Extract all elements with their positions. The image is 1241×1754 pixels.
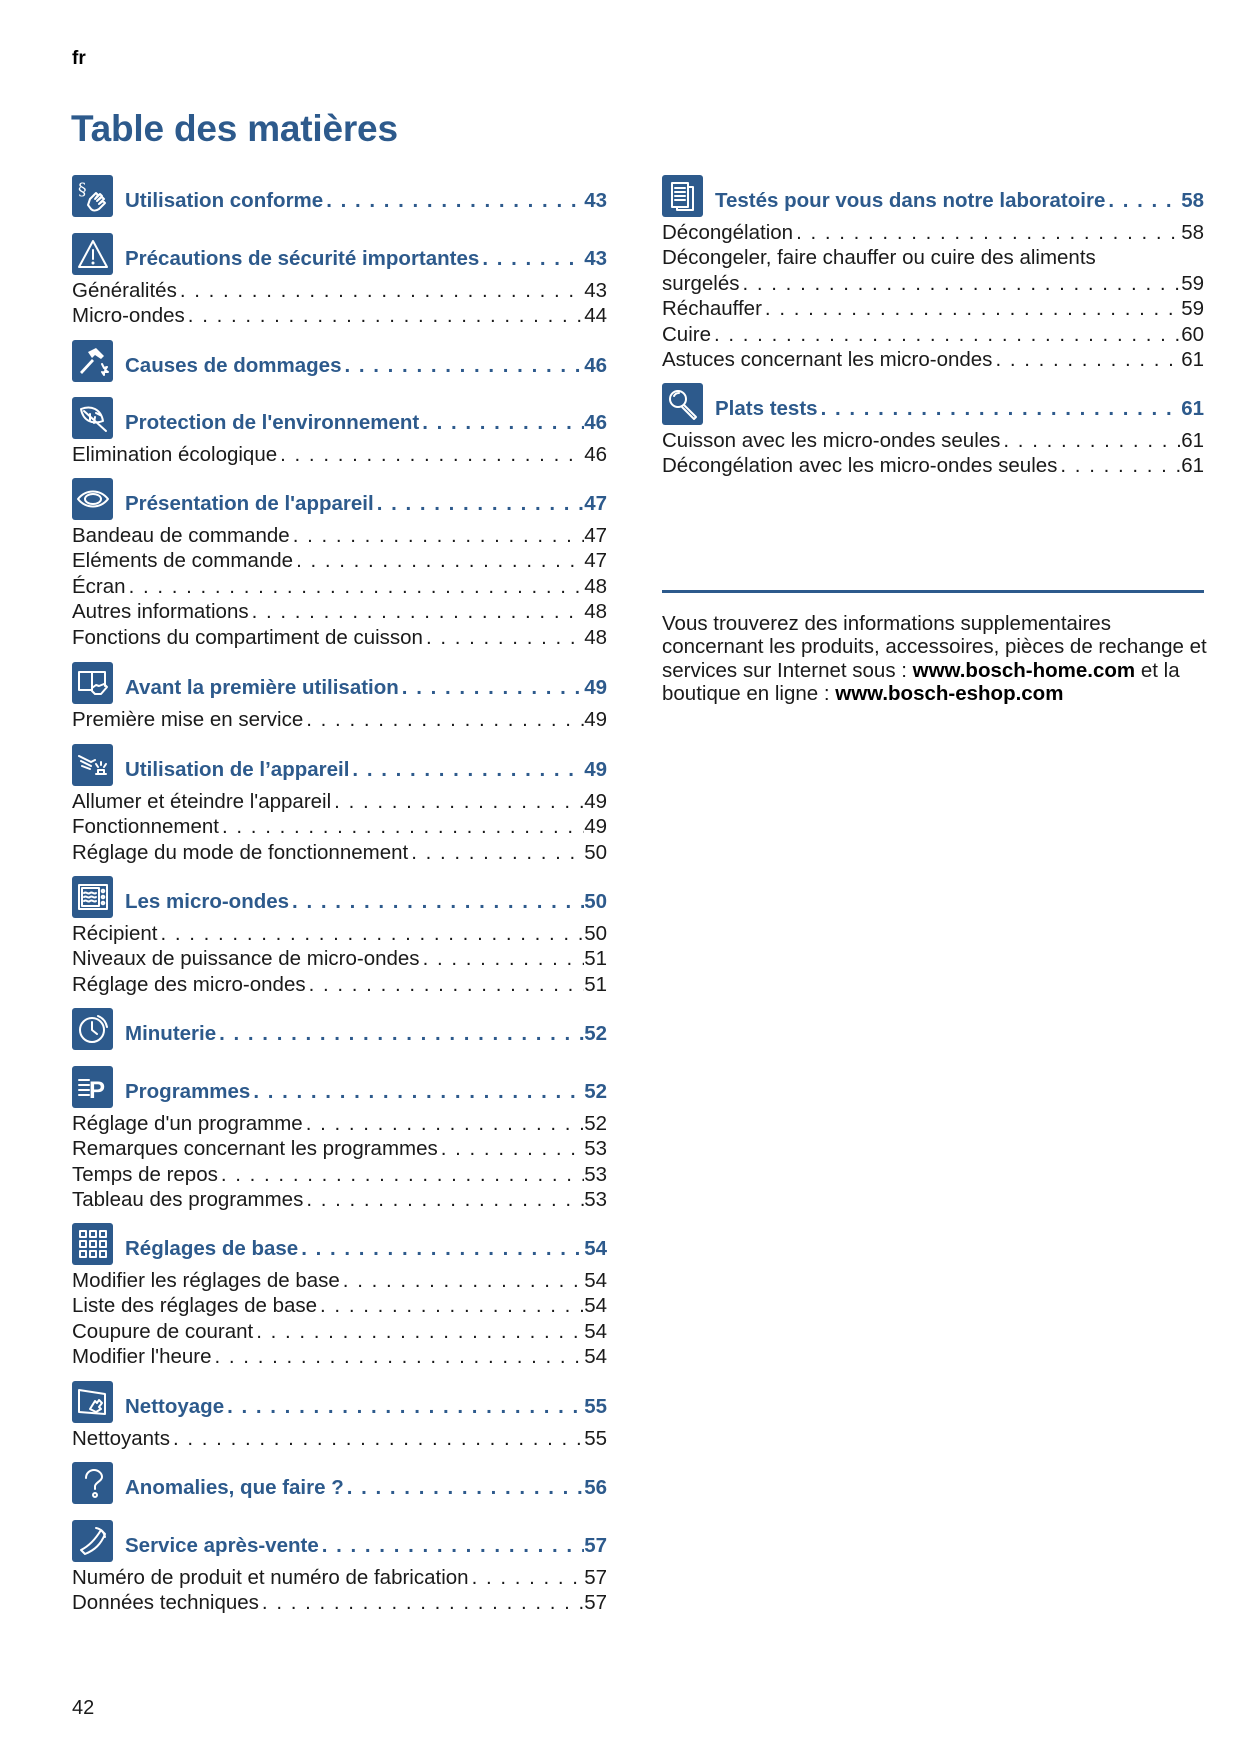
- manual-hand-icon: [72, 662, 113, 704]
- dot-leader: [1000, 428, 1181, 453]
- page-ref: 49: [584, 758, 607, 781]
- page-ref: 53: [584, 1188, 607, 1212]
- page-ref: 48: [584, 600, 607, 624]
- toc-entry[interactable]: [72, 574, 607, 599]
- link-bosch-eshop[interactable]: www.bosch-eshop.com: [835, 681, 1064, 705]
- page-ref: 47: [584, 492, 607, 515]
- page-ref: 54: [584, 1345, 607, 1369]
- entry-title: Fonctions du compartiment de cuisson: [72, 625, 423, 649]
- entry-title: Nettoyants: [72, 1427, 170, 1450]
- cleaning-icon: [72, 1381, 113, 1423]
- toc-entry[interactable]: [72, 972, 607, 997]
- link-bosch-home[interactable]: www.bosch-home.com: [912, 658, 1136, 682]
- toc-section: [72, 662, 607, 732]
- toc-entry[interactable]: [72, 625, 607, 650]
- heading-title: Nettoyage: [125, 1395, 225, 1418]
- entry-title: Liste des réglages de base: [72, 1294, 318, 1318]
- toc-section: [72, 1462, 607, 1504]
- entry-title: Bandeau de commande: [72, 524, 290, 547]
- entry-title: Allumer et éteindre l'appareil: [72, 790, 332, 813]
- dot-leader: [323, 188, 584, 214]
- toc-entry[interactable]: [72, 1344, 607, 1369]
- heading-title: Anomalies, que faire ?: [125, 1476, 344, 1499]
- toc-entry[interactable]: [662, 220, 1204, 245]
- toc-entry[interactable]: [72, 1426, 607, 1451]
- dot-leader: [399, 675, 584, 701]
- dot-leader: [1105, 188, 1181, 214]
- operate-appliance-icon: [72, 744, 113, 786]
- info-paragraph: [662, 612, 1207, 705]
- dot-leader: [218, 1162, 584, 1187]
- toc-section: [72, 1520, 607, 1616]
- dot-leader: [438, 1136, 584, 1161]
- toc-heading[interactable]: [72, 1223, 607, 1265]
- heading-title: Réglages de base: [125, 1237, 299, 1260]
- microwave-icon: [72, 876, 113, 918]
- heading-title: Présentation de l'appareil: [125, 492, 374, 515]
- toc-section: [72, 876, 607, 997]
- toc-entry[interactable]: [72, 1111, 607, 1136]
- dot-leader: [185, 303, 584, 328]
- toc-section: [72, 1008, 607, 1050]
- page-number: 42: [72, 1697, 95, 1719]
- dot-leader: [711, 322, 1181, 347]
- toc-heading[interactable]: [72, 478, 607, 520]
- entry-title: Modifier l'heure: [72, 1345, 212, 1369]
- dot-leader: [331, 789, 584, 814]
- question-icon: [72, 1462, 113, 1504]
- toc-entry[interactable]: [72, 442, 607, 467]
- toc-entry[interactable]: [72, 1136, 607, 1161]
- entry-title: Réglage des micro-ondes: [72, 972, 306, 996]
- toc-entry[interactable]: [72, 548, 607, 573]
- toc-heading[interactable]: [72, 340, 607, 382]
- dot-leader: [277, 442, 584, 467]
- entry-title: Fonctionnement: [72, 815, 220, 839]
- toc-section: [72, 1066, 607, 1213]
- dot-leader: [298, 1236, 584, 1262]
- page-ref: 54: [584, 1269, 607, 1292]
- document-icon: [662, 175, 703, 217]
- toc-heading[interactable]: [72, 1008, 607, 1050]
- page-ref: 54: [584, 1237, 607, 1260]
- entry-title: Écran: [72, 574, 126, 598]
- page-ref: 46: [584, 443, 607, 466]
- toc-heading[interactable]: [72, 1066, 607, 1108]
- dot-leader: [212, 1344, 585, 1369]
- dot-leader: [344, 1475, 584, 1501]
- page-ref: 61: [1181, 429, 1204, 452]
- entry-title: Micro-ondes: [72, 304, 185, 328]
- dot-leader: [250, 1079, 584, 1105]
- page-ref: 58: [1181, 221, 1204, 244]
- toc-heading[interactable]: [72, 662, 607, 704]
- page-ref: 61: [1181, 454, 1204, 478]
- page-ref: 57: [584, 1566, 607, 1589]
- toc-section: [72, 233, 607, 329]
- entry-title: Elimination écologique: [72, 443, 278, 466]
- page-ref: 51: [584, 972, 607, 996]
- page-ref: 50: [584, 922, 607, 945]
- eye-icon: [72, 478, 113, 520]
- program-icon: [72, 1066, 113, 1108]
- toc-entry[interactable]: [662, 453, 1204, 478]
- dot-leader: [1057, 453, 1181, 478]
- page-ref: 57: [584, 1534, 607, 1557]
- dot-leader: [170, 1426, 584, 1451]
- entry-title: Réglage du mode de fonctionnement: [72, 840, 409, 864]
- svg-text:P: P: [88, 1077, 105, 1104]
- toc-entry[interactable]: [72, 599, 607, 624]
- toc-entry[interactable]: [72, 1319, 607, 1344]
- dot-leader: [479, 246, 584, 272]
- heading-title: Utilisation conforme: [125, 189, 324, 212]
- heading-title: Protection de l'environnement: [125, 411, 420, 434]
- dot-leader: [408, 840, 584, 865]
- toc-heading[interactable]: [72, 175, 607, 217]
- page-ref: 60: [1181, 322, 1204, 346]
- dot-leader: [740, 271, 1182, 296]
- grid-settings-icon: [72, 1223, 113, 1265]
- toc-entry[interactable]: [72, 278, 607, 303]
- entry-title: Décongélation avec les micro-ondes seules: [662, 454, 1058, 478]
- toc-section: [662, 383, 1204, 479]
- dot-leader: [420, 946, 585, 971]
- toc-entry[interactable]: [72, 789, 607, 814]
- leaf-icon: [72, 397, 113, 439]
- dot-leader: [793, 220, 1181, 245]
- dot-leader: [290, 523, 585, 548]
- toc-heading[interactable]: [72, 233, 607, 275]
- dot-leader: [317, 1293, 584, 1318]
- toc-entry[interactable]: [72, 1565, 607, 1590]
- toc-entry[interactable]: [662, 296, 1204, 321]
- page-ref: 59: [1181, 271, 1204, 295]
- dot-leader: [419, 410, 584, 436]
- page-ref: 43: [584, 189, 607, 212]
- dot-leader: [303, 707, 584, 732]
- dot-leader: [224, 1394, 584, 1420]
- toc-section: [72, 397, 607, 467]
- page-ref: 53: [584, 1162, 607, 1186]
- toc-entry[interactable]: [72, 921, 607, 946]
- toc-entry[interactable]: [72, 1293, 607, 1318]
- dot-leader: [340, 1268, 584, 1293]
- toc-section: [662, 175, 1204, 372]
- heading-title: Programmes: [125, 1080, 251, 1103]
- page-ref: 43: [584, 279, 607, 302]
- toc-section: [72, 1223, 607, 1370]
- entry-title: Première mise en service: [72, 708, 304, 731]
- dot-leader: [253, 1319, 584, 1344]
- page-ref: 52: [584, 1080, 607, 1103]
- toc-entry[interactable]: [662, 271, 1204, 296]
- toc-entry[interactable]: [72, 1187, 607, 1212]
- toc-heading[interactable]: [72, 1520, 607, 1562]
- entry-title: Réglage d'un programme: [72, 1112, 303, 1135]
- heading-title: Précautions de sécurité importantes: [125, 247, 480, 270]
- page-ref: 48: [584, 574, 607, 598]
- page-ref: 53: [584, 1137, 607, 1161]
- dot-leader: [126, 574, 585, 599]
- toc-entry[interactable]: [72, 303, 607, 328]
- page-ref: 52: [584, 1112, 607, 1135]
- page-ref: 54: [584, 1319, 607, 1343]
- page-ref: 55: [584, 1395, 607, 1418]
- toc-heading[interactable]: [72, 1381, 607, 1423]
- info-text: Vous trouverez des informations supplementaires concernant les produits, accessoires, pièces de rechange et services sur Internet sous :: [662, 612, 1207, 682]
- toc-section: [72, 744, 607, 865]
- page-ref: 44: [584, 304, 607, 328]
- entry-title: Tableau des programmes: [72, 1188, 304, 1212]
- toc-entry[interactable]: [72, 523, 607, 548]
- heading-title: Service après-vente: [125, 1534, 319, 1557]
- toc-section: [72, 1381, 607, 1451]
- toc-entry[interactable]: [72, 707, 607, 732]
- toc-section: [72, 175, 607, 217]
- dot-leader: [423, 625, 584, 650]
- svg-text:§: §: [77, 180, 86, 200]
- toc-heading[interactable]: [72, 876, 607, 918]
- dot-leader: [259, 1590, 584, 1615]
- toc-heading[interactable]: [72, 1462, 607, 1504]
- entry-title: Généralités: [72, 279, 177, 302]
- page-ref: 49: [584, 708, 607, 731]
- heading-title: Avant la première utilisation: [125, 676, 399, 699]
- dot-leader: [289, 889, 584, 915]
- magnifier-icon: [662, 383, 703, 425]
- toc-entry[interactable]: [72, 1162, 607, 1187]
- toc-entry[interactable]: [72, 1268, 607, 1293]
- toc-heading[interactable]: [72, 744, 607, 786]
- dot-leader: [306, 972, 585, 997]
- language-label: fr: [72, 48, 86, 69]
- page-ref: 57: [584, 1591, 607, 1615]
- page-ref: 47: [584, 549, 607, 573]
- heading-title: Causes de dommages: [125, 354, 342, 377]
- toc-entry[interactable]: [662, 347, 1204, 372]
- toc-entry[interactable]: [72, 946, 607, 971]
- page-ref: 59: [1181, 297, 1204, 321]
- page-ref: 48: [584, 625, 607, 649]
- page-ref: 49: [584, 790, 607, 813]
- page-ref: 61: [1181, 397, 1204, 420]
- phone-icon: [72, 1520, 113, 1562]
- page-ref: 46: [584, 354, 607, 377]
- toc-entry[interactable]: [72, 814, 607, 839]
- toc-entry[interactable]: [72, 1590, 607, 1615]
- entry-title: Coupure de courant: [72, 1319, 254, 1343]
- dot-leader: [216, 1021, 584, 1047]
- dot-leader: [762, 296, 1181, 321]
- toc-heading[interactable]: [662, 383, 1204, 425]
- toc-heading[interactable]: [72, 397, 607, 439]
- entry-title: Autres informations: [72, 600, 249, 624]
- heading-title: Plats tests: [715, 397, 818, 420]
- clock-icon: [72, 1008, 113, 1050]
- law-hand-icon: [72, 175, 113, 217]
- toc-heading[interactable]: [662, 175, 1204, 217]
- entry-title: Temps de repos: [72, 1162, 218, 1186]
- dot-leader: [157, 921, 584, 946]
- warning-icon: [72, 233, 113, 275]
- entry-title: Remarques concernant les programmes: [72, 1137, 438, 1161]
- toc-entry[interactable]: [662, 428, 1204, 453]
- page-ref: 56: [584, 1476, 607, 1499]
- entry-title: Récipient: [72, 922, 158, 945]
- page-ref: 43: [584, 247, 607, 270]
- entry-title: Données techniques: [72, 1591, 259, 1615]
- hammer-damage-icon: [72, 340, 113, 382]
- toc-section: [72, 478, 607, 650]
- entry-title: Réchauffer: [662, 297, 762, 321]
- dot-leader: [349, 757, 584, 783]
- dot-leader: [303, 1111, 585, 1136]
- entry-title: Cuisson avec les micro-ondes seules: [662, 429, 1001, 452]
- heading-title: Utilisation de l’appareil: [125, 758, 350, 781]
- heading-title: Les micro-ondes: [125, 890, 290, 913]
- entry-title: Cuire: [662, 322, 711, 346]
- dot-leader: [374, 491, 585, 517]
- page-ref: 47: [584, 524, 607, 547]
- entry-title: Modifier les réglages de base: [72, 1269, 340, 1292]
- dot-leader: [219, 814, 584, 839]
- page-ref: 58: [1181, 189, 1204, 212]
- heading-title: Testés pour vous dans notre laboratoire: [715, 189, 1106, 212]
- page-ref: 51: [584, 947, 607, 971]
- entry-title: surgelés: [662, 271, 740, 295]
- toc-section: [72, 340, 607, 382]
- heading-title: Minuterie: [125, 1022, 217, 1045]
- entry-title: Numéro de produit et numéro de fabrication: [72, 1566, 469, 1589]
- page-ref: 46: [584, 411, 607, 434]
- info-text: et la boutique en ligne :: [662, 658, 1180, 705]
- dot-leader: [319, 1533, 584, 1559]
- page-ref: 50: [584, 840, 607, 864]
- dot-leader: [341, 353, 584, 379]
- dot-leader: [469, 1565, 585, 1590]
- entry-title: Eléments de commande: [72, 549, 294, 573]
- entry-title: Décongélation: [662, 221, 794, 244]
- divider: [662, 590, 1204, 593]
- entry-title: Astuces concernant les micro-ondes: [662, 347, 993, 371]
- page-ref: 50: [584, 890, 607, 913]
- dot-leader: [177, 278, 584, 303]
- page-ref: 54: [584, 1294, 607, 1318]
- dot-leader: [992, 347, 1181, 372]
- toc-entry[interactable]: [72, 840, 607, 865]
- dot-leader: [818, 396, 1182, 422]
- page-ref: 49: [584, 815, 607, 839]
- dot-leader: [249, 599, 585, 624]
- page-title: Table des matières: [71, 108, 398, 149]
- page-ref: 61: [1181, 347, 1204, 371]
- page-ref: 55: [584, 1427, 607, 1450]
- page-ref: 52: [584, 1022, 607, 1045]
- page-ref: 49: [584, 676, 607, 699]
- dot-leader: [303, 1187, 584, 1212]
- toc-entry[interactable]: [662, 322, 1204, 347]
- entry-title: Niveaux de puissance de micro-ondes: [72, 947, 420, 971]
- toc-entry[interactable]: Décongeler, faire chauffer ou cuire des aliments: [662, 246, 1096, 270]
- dot-leader: [293, 548, 584, 573]
